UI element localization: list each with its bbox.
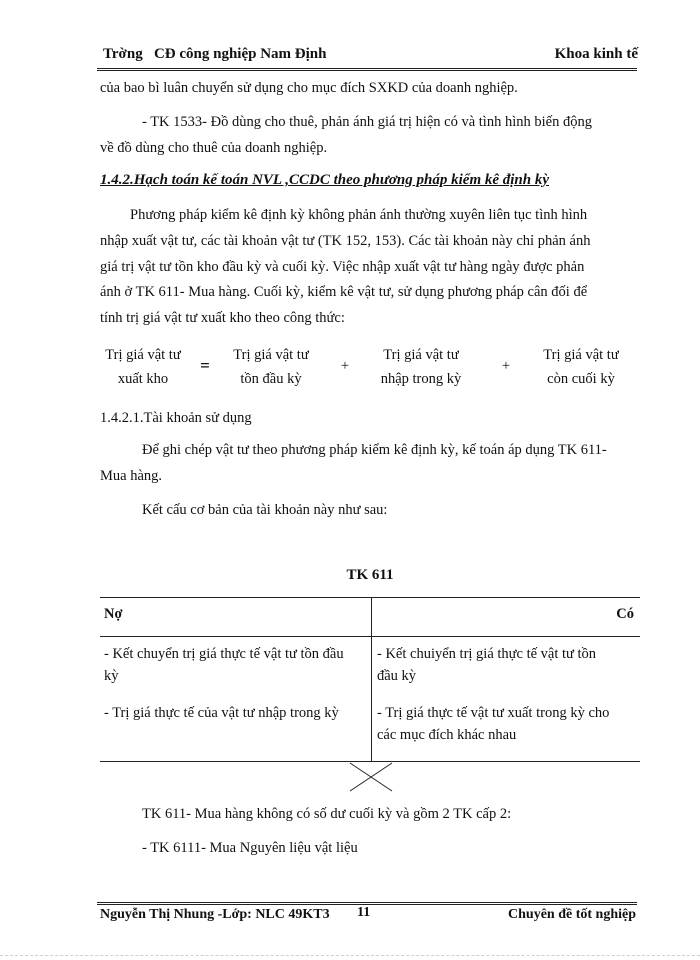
formula-term-closing xyxy=(516,343,646,391)
entry-line: - Trị giá thực tế vật tư xuất trong kỳ cho xyxy=(377,705,610,721)
formula-term-issued xyxy=(78,343,208,391)
debit-entry xyxy=(104,643,369,687)
formula-term-opening xyxy=(206,343,336,391)
paragraph-line: ánh ở TK 611- Mua hàng. Cuối kỳ, kiểm kê vật tư, sử dụng phương pháp cân đối để xyxy=(100,284,588,300)
paragraph-line: giá trị vật tư tồn kho đầu kỳ và cuối kỳ. Việc nhập xuất vật tư hàng ngày được phản xyxy=(100,259,585,275)
header-department: Khoa kinh tế xyxy=(554,46,638,62)
formula-term-line: còn cuối kỳ xyxy=(547,371,615,387)
entry-line: các mục đích khác nhau xyxy=(377,727,517,743)
credit-entry xyxy=(377,643,639,687)
subsection-heading: 1.4.2.1.Tài khoản sử dụng xyxy=(100,410,252,426)
header-divider xyxy=(97,68,637,71)
paragraph-line: - TK 1533- Đồ dùng cho thuê, phản ánh giá trị hiện có và tình hình biến động xyxy=(142,114,592,130)
table-top-border xyxy=(100,597,640,598)
paragraph-line: Để ghi chép vật tư theo phương pháp kiểm kê định kỳ, kế toán áp dụng TK 611- xyxy=(142,442,607,458)
formula-term-line: Trị giá vật tư xyxy=(383,347,459,363)
equals-operator: = xyxy=(200,356,210,375)
paragraph-line: nhập xuất vật tư, các tài khoản vật tư (TK 152, 153). Các tài khoản này chỉ phản ánh xyxy=(100,233,591,249)
header-school: Trờng CĐ công nghiệp Nam Định xyxy=(103,46,327,62)
debit-entry xyxy=(104,702,369,724)
entry-line: - Trị giá thực tế của vật tư nhập trong kỳ xyxy=(104,705,339,721)
footer-title: Chuyên đề tốt nghiệp xyxy=(508,907,636,922)
section-heading: 1.4.2.Hạch toán kế toán NVL ,CCDC theo phương pháp kiểm kê định kỳ xyxy=(100,172,550,188)
formula-term-line: Trị giá vật tư xyxy=(105,347,181,363)
paragraph-line: TK 611- Mua hàng không có số dư cuối kỳ và gồm 2 TK cấp 2: xyxy=(142,806,512,822)
page-number: 11 xyxy=(357,905,371,920)
cross-mark-icon xyxy=(346,761,396,793)
account-title: TK 611 xyxy=(346,567,394,583)
table-header-divider xyxy=(100,636,640,637)
entry-line: - Kết chuiyển trị giá thực tế vật tư tồn xyxy=(377,646,597,662)
formula-term-line: nhập trong kỳ xyxy=(380,371,462,387)
credit-entry xyxy=(377,702,639,746)
credit-header: Có xyxy=(616,606,634,622)
paragraph-line: Kết cấu cơ bản của tài khoản này như sau: xyxy=(142,502,388,518)
paragraph-line: tính trị giá vật tư xuất kho theo công thức: xyxy=(100,310,345,326)
formula-term-line: Trị giá vật tư xyxy=(233,347,309,363)
paragraph-line: Phương pháp kiểm kê định kỳ không phản ánh thường xuyên liên tục tình hình xyxy=(130,207,588,223)
entry-line: đầu kỳ xyxy=(377,668,417,684)
paragraph-line: của bao bì luân chuyển sử dụng cho mục đích SXKD của doanh nghiệp. xyxy=(100,80,518,96)
debit-header: Nợ xyxy=(104,606,123,622)
paragraph-line: Mua hàng. xyxy=(100,468,163,484)
footer-author: Nguyễn Thị Nhung -Lớp: NLC 49KT3 xyxy=(100,907,330,922)
paragraph-line: về đồ dùng cho thuê của doanh nghiệp. xyxy=(100,140,328,156)
table-column-divider xyxy=(371,597,372,761)
plus-operator: + xyxy=(501,358,511,374)
paragraph-line: - TK 6111- Mua Nguyên liệu vật liệu xyxy=(142,840,358,856)
plus-operator: + xyxy=(340,358,350,374)
formula-term-line: tồn đầu kỳ xyxy=(240,371,302,387)
formula-term-received xyxy=(356,343,486,391)
formula-term-line: xuất kho xyxy=(117,371,169,387)
entry-line: - Kết chuyển trị giá thực tế vật tư tồn đầu xyxy=(104,646,344,662)
entry-line: kỳ xyxy=(104,668,119,684)
formula-term-line: Trị giá vật tư xyxy=(543,347,619,363)
page-edge xyxy=(0,955,700,956)
